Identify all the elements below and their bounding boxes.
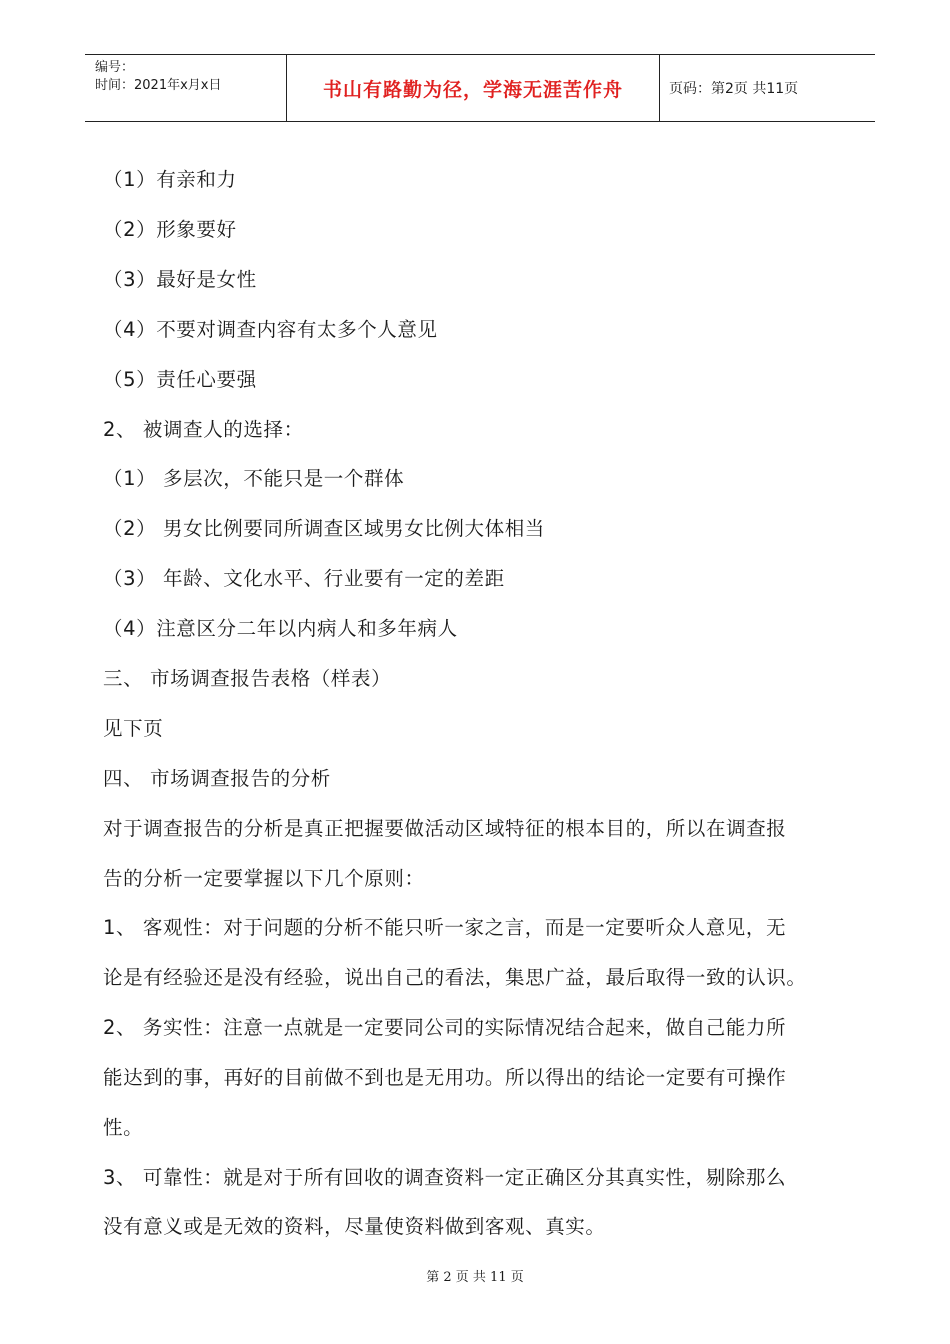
list-item: （1） 多层次，不能只是一个群体 bbox=[103, 467, 405, 490]
header-page-code: 页码：第2页 共11页 bbox=[669, 81, 799, 97]
page-footer: 第 2 页 共 11 页 bbox=[426, 1270, 524, 1285]
list-item: （2）形象要好 bbox=[103, 218, 237, 241]
header-meta bbox=[95, 59, 221, 95]
list-item: （4）注意区分二年以内病人和多年病人 bbox=[103, 617, 458, 640]
paragraph-text: 1、 客观性：对于问题的分析不能只听一家之言，而是一定要听众人意见，无 bbox=[103, 916, 787, 939]
header-motto: 书山有路勤为径，学海无涯苦作舟 bbox=[322, 78, 623, 101]
header-number-label: 编号： bbox=[95, 60, 135, 75]
paragraph-text: 能达到的事，再好的目前做不到也是无用功。所以得出的结论一定要有可操作 bbox=[103, 1066, 787, 1089]
paragraph-text: 3、 可靠性：就是对于所有回收的调查资料一定正确区分其真实性，剔除那么 bbox=[103, 1166, 787, 1189]
section-heading: 四、 市场调查报告的分析 bbox=[103, 767, 331, 790]
list-item: （2） 男女比例要同所调查区域男女比例大体相当 bbox=[103, 517, 545, 540]
list-item: （1）有亲和力 bbox=[103, 168, 237, 191]
section-heading: 2、 被调查人的选择： bbox=[103, 418, 304, 441]
paragraph-text: 没有意义或是无效的资料，尽量使资料做到客观、真实。 bbox=[103, 1215, 606, 1238]
paragraph-text: 对于调查报告的分析是真正把握要做活动区域特征的根本目的，所以在调查报 bbox=[103, 817, 787, 840]
section-heading: 三、 市场调查报告表格（样表） bbox=[103, 667, 392, 690]
header-date-label: 时间：2021年x月x日 bbox=[95, 78, 222, 93]
page-header bbox=[85, 54, 875, 122]
paragraph-text: 论是有经验还是没有经验，说出自己的看法，集思广益，最后取得一致的认识。 bbox=[103, 966, 807, 989]
paragraph-text: 告的分析一定要掌握以下几个原则： bbox=[103, 867, 425, 890]
list-item: （3）最好是女性 bbox=[103, 268, 257, 291]
paragraph-text: 2、 务实性：注意一点就是一定要同公司的实际情况结合起来，做自己能力所 bbox=[103, 1016, 787, 1039]
list-item: （3） 年龄、文化水平、行业要有一定的差距 bbox=[103, 567, 505, 590]
list-item: （5）责任心要强 bbox=[103, 368, 257, 391]
paragraph-text: 性。 bbox=[103, 1116, 144, 1139]
list-item: （4）不要对调查内容有太多个人意见 bbox=[103, 318, 438, 341]
paragraph-text: 见下页 bbox=[103, 717, 164, 740]
header-divider bbox=[659, 55, 660, 121]
